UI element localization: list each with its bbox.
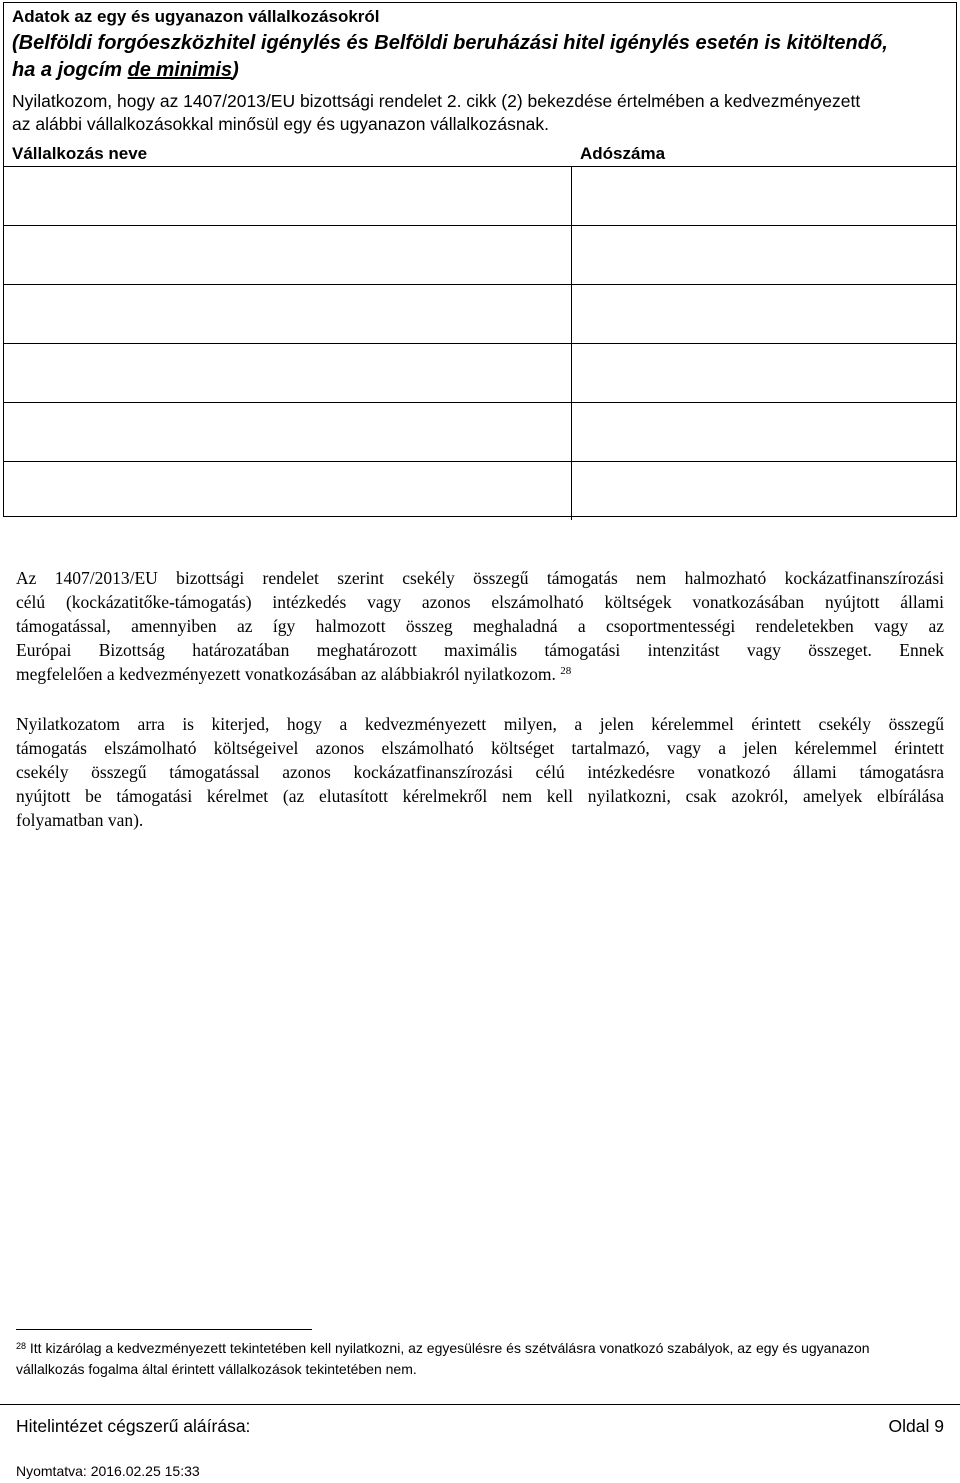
footnote-line2: vállalkozás fogalma által érintett vállalkozások tekintetében nem. — [16, 1361, 417, 1377]
company-name-cell[interactable] — [4, 344, 572, 402]
tax-number-cell[interactable] — [572, 285, 956, 343]
company-name-cell[interactable] — [4, 285, 572, 343]
table-row — [4, 462, 956, 520]
statement-line2: az alábbi vállalkozásokkal minősül egy és ugyanazon vállalkozásnak. — [12, 114, 549, 134]
subtitle-de-minimis: de minimis — [127, 59, 233, 81]
table-row — [4, 403, 956, 462]
cumulation-paragraph — [16, 566, 944, 686]
section-subtitle-line1: (Belföldi forgóeszközhitel igénylés és Belföldi beruházási hitel igénylés esetén is kitöltendő, — [12, 32, 888, 54]
company-name-cell[interactable] — [4, 462, 572, 520]
page-number: Oldal 9 — [888, 1416, 944, 1436]
section-subtitle-line2 — [12, 59, 239, 82]
column-header-company-name: Vállalkozás neve — [12, 144, 148, 163]
tax-number-cell[interactable] — [572, 462, 956, 520]
table-row — [4, 226, 956, 285]
paragraph-line: Az 1407/2013/EU bizottsági rendelet szerint csekély összegű támogatás nem halmozható kockázatfinanszírozási — [16, 568, 944, 588]
declaration-paragraph — [16, 712, 944, 832]
paragraph-line: nyújtott be támogatási kérelmet (az elutasított kérelmekről nem kell nyilatkozni, csak azokról, amelyek elbírálása — [16, 786, 944, 806]
paragraph-line: Európai Bizottság határozatában meghatározott maximális támogatási intenzitást vagy összeget. Ennek — [16, 640, 944, 660]
subtitle-prefix: ha a jogcím — [12, 59, 128, 81]
column-header-tax-number: Adószáma — [580, 144, 666, 163]
paragraph-line: célú (kockázatitőke-támogatás) intézkedés vagy azonos elszámolható költségek vonatkozásában nyújtott állami — [16, 592, 944, 612]
paragraph-last-line — [16, 662, 944, 686]
tax-number-cell[interactable] — [572, 167, 956, 225]
table-row — [4, 285, 956, 344]
footer-separator — [0, 1404, 960, 1405]
tax-number-cell[interactable] — [572, 403, 956, 461]
company-name-cell[interactable] — [4, 167, 572, 225]
footnote-number: 28 — [16, 1341, 27, 1351]
footnote-separator — [16, 1329, 312, 1330]
subtitle-suffix: ) — [232, 59, 239, 81]
table-row — [4, 167, 956, 226]
company-data-section — [3, 2, 957, 517]
footnote-reference: 28 — [560, 665, 572, 677]
footnote — [16, 1338, 946, 1380]
paragraph-line: folyamatban van). — [16, 810, 144, 830]
company-name-cell[interactable] — [4, 403, 572, 461]
company-table — [4, 166, 956, 518]
table-row — [4, 344, 956, 403]
print-timestamp: Nyomtatva: 2016.02.25 15:33 — [16, 1463, 200, 1479]
paragraph-line: támogatás elszámolható költségeivel azonos elszámolható költséget tartalmazó, vagy a jelen kérelemmel érintett — [16, 738, 944, 758]
statement-line1: Nyilatkozom, hogy az 1407/2013/EU bizottsági rendelet 2. cikk (2) bekezdése értelmében a kedvezményezett — [12, 91, 861, 111]
tax-number-cell[interactable] — [572, 226, 956, 284]
paragraph-line: Nyilatkozatom arra is kiterjed, hogy a kedvezményezett milyen, a jelen kérelemmel érintett csekély összegű — [16, 714, 944, 734]
footnote-text: Itt kizárólag a kedvezményezett tekintetében kell nyilatkozni, az egyesülésre és szétválásra vonatkozó szabályok, az egy és ugyanazon — [26, 1340, 870, 1356]
paragraph-line-text: megfelelően a kedvezményezett vonatkozásában az alábbiakról nyilatkozom. — [16, 664, 556, 684]
tax-number-cell[interactable] — [572, 344, 956, 402]
paragraph-line: csekély összegű támogatással azonos kockázatfinanszírozási célú intézkedésre vonatkozó állami támogatásra — [16, 762, 944, 782]
company-name-cell[interactable] — [4, 226, 572, 284]
signature-label: Hitelintézet cégszerű aláírása: — [16, 1416, 251, 1436]
section-title: Adatok az egy és ugyanazon vállalkozásokról — [12, 7, 380, 26]
footnote-line1 — [16, 1338, 946, 1359]
paragraph-line: támogatással, amennyiben az így halmozott összeg meghaladná a csoportmentességi rendeletekben vagy az — [16, 616, 944, 636]
